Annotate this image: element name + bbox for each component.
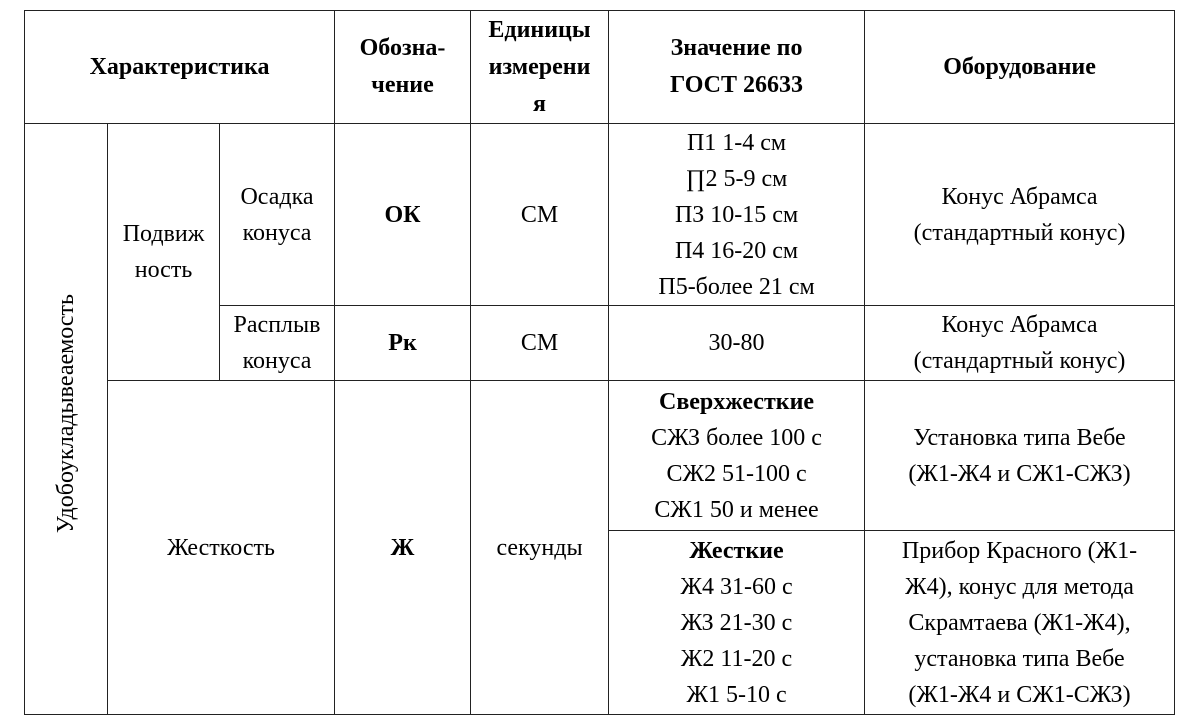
super-stiff-value: СЖЗ более 100 с	[651, 424, 822, 451]
header-designation-line: Обозна-	[359, 35, 446, 61]
header-gost-line: ГОСТ 26633	[670, 72, 804, 98]
concrete-workability-table	[24, 10, 1175, 715]
stiff-equipment-line: Скрамтаева (Ж1-Ж4),	[908, 609, 1131, 636]
stiff-equipment	[865, 531, 1175, 715]
spread-unit-text: СМ	[520, 330, 559, 356]
super-stiff-equipment	[865, 381, 1175, 531]
row-slump	[25, 124, 1175, 306]
stiff-values	[609, 531, 865, 715]
slump-designation-text: ОК	[384, 201, 421, 228]
stiffness-designation	[335, 381, 471, 715]
stiff-equipment-line: (Ж1-Ж4 и СЖ1-СЖЗ)	[908, 681, 1131, 708]
spread-value-text: 30-80	[708, 330, 765, 356]
stiffness-unit	[471, 381, 609, 715]
super-stiff-value: СЖ2 51-100 с	[666, 460, 807, 487]
header-row	[25, 11, 1175, 124]
stiffness-unit-text: секунды	[496, 534, 583, 561]
spread-unit	[471, 306, 609, 381]
spread-designation	[335, 306, 471, 381]
spread-label-line: Расплыв	[233, 312, 321, 338]
stiff-value: Ж2 11-20 с	[680, 645, 793, 672]
slump-value: ∏2 5-9 см	[685, 165, 788, 192]
slump-designation	[335, 124, 471, 306]
row-super-stiff	[25, 381, 1175, 531]
spread-label-line: конуса	[242, 348, 312, 374]
slump-label-line: конуса	[242, 219, 312, 246]
spread-equipment	[865, 306, 1175, 381]
header-designation-line: чение	[371, 72, 434, 98]
super-stiff-title: Сверхжесткие	[658, 388, 815, 415]
super-stiff-value: СЖ1 50 и менее	[654, 496, 819, 523]
slump-equipment	[865, 124, 1175, 306]
slump-value: П4 16-20 см	[674, 237, 799, 264]
spread-value	[609, 306, 865, 381]
spread-equipment-line: Конус Абрамса	[941, 312, 1098, 338]
header-units-line: Единицы	[488, 16, 591, 43]
stiff-value: ЖЗ 21-30 с	[680, 609, 793, 636]
spread-designation-text: Рк	[388, 330, 417, 356]
workability-label: Удобоукладывеаемость	[53, 293, 79, 534]
stiff-equipment-line: Ж4), конус для метода	[905, 573, 1134, 600]
slump-values	[609, 124, 865, 306]
spread-equipment-line: (стандартный конус)	[913, 348, 1126, 374]
header-units-line: я	[533, 90, 547, 117]
slump-equipment-line: (стандартный конус)	[913, 219, 1126, 246]
header-units	[471, 11, 609, 124]
header-units-line: измерени	[488, 53, 591, 80]
stiff-title: Жесткие	[689, 537, 784, 564]
header-gost-value	[609, 11, 865, 124]
header-equipment	[865, 11, 1175, 124]
stiff-equipment-line: Прибор Красного (Ж1-	[901, 537, 1138, 564]
stiff-equipment-line: установка типа Вебе	[914, 645, 1125, 672]
slump-label-cell	[220, 124, 335, 306]
super-stiff-equipment-line: (Ж1-Ж4 и СЖ1-СЖЗ)	[908, 460, 1131, 487]
mobility-label-line: Подвиж	[122, 221, 205, 247]
stiff-value: Ж1 5-10 с	[686, 681, 787, 708]
stiff-value: Ж4 31-60 с	[680, 573, 793, 600]
slump-unit	[471, 124, 609, 306]
stiffness-label: Жесткость	[167, 534, 275, 561]
header-designation	[335, 11, 471, 124]
slump-label-line: Осадка	[240, 183, 314, 210]
workability-cell	[25, 124, 108, 715]
header-gost-line: Значение по	[670, 35, 803, 61]
slump-value: П5-более 21 см	[658, 273, 815, 300]
mobility-label-line: ность	[134, 257, 193, 283]
slump-value: П1 1-4 см	[686, 129, 787, 156]
header-characteristic-text: Характеристика	[89, 53, 270, 80]
slump-equipment-line: Конус Абрамса	[941, 183, 1098, 210]
stiffness-label-cell	[108, 381, 335, 715]
super-stiff-equipment-line: Установка типа Вебе	[913, 424, 1126, 451]
header-characteristic	[25, 11, 335, 124]
spread-label-cell	[220, 306, 335, 381]
slump-unit-text: СМ	[520, 201, 559, 228]
slump-value: ПЗ 10-15 см	[674, 201, 799, 228]
super-stiff-values	[609, 381, 865, 531]
mobility-cell	[108, 124, 220, 381]
header-equipment-text: Оборудование	[943, 53, 1096, 80]
stiffness-designation-text: Ж	[390, 534, 415, 561]
